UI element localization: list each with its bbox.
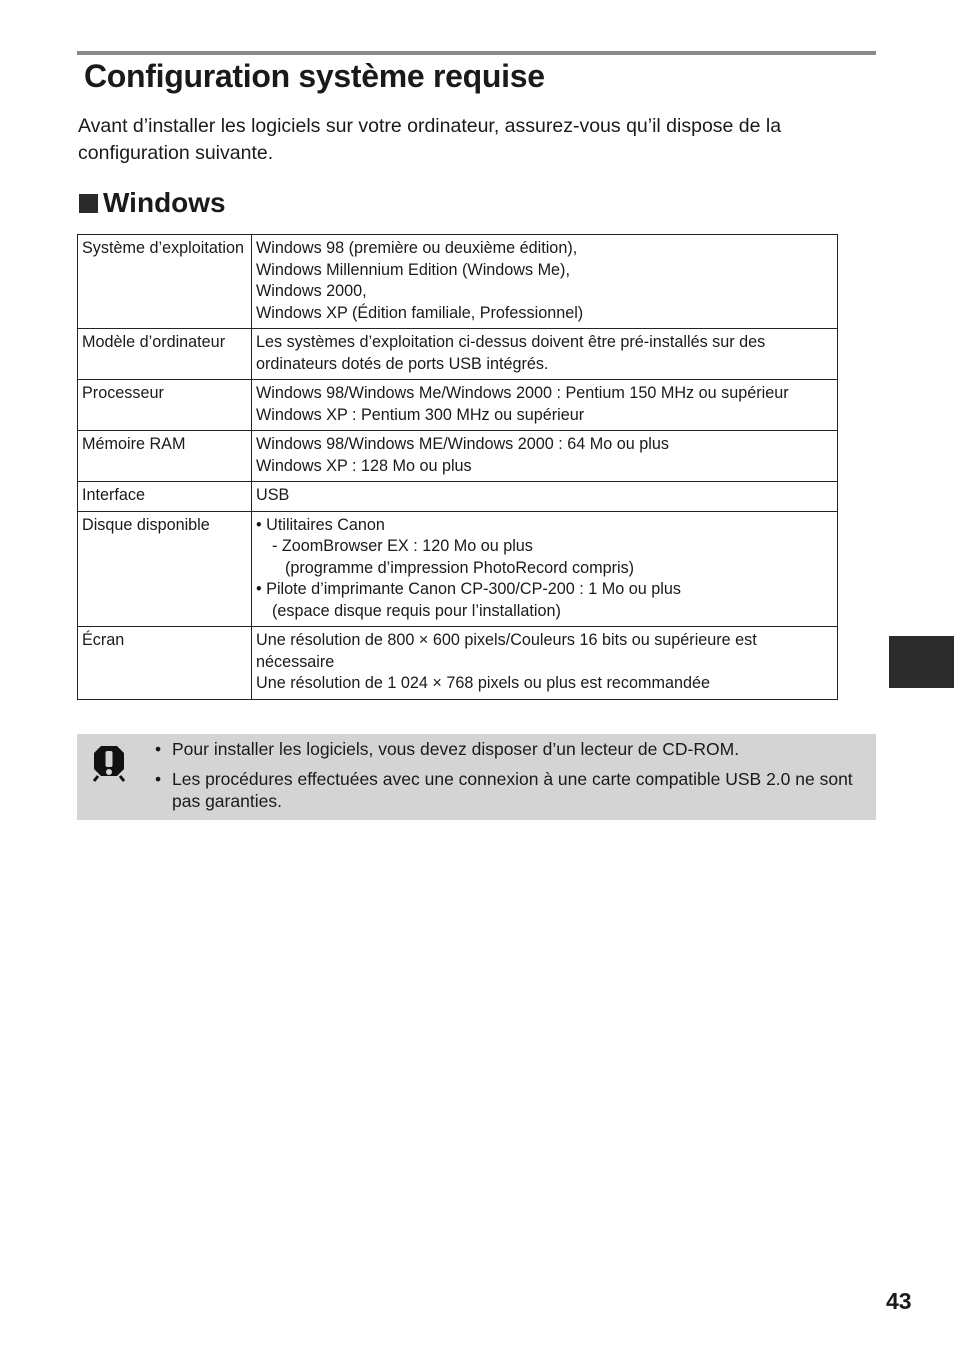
row-label: Disque disponible xyxy=(78,511,252,627)
row-label: Écran xyxy=(78,627,252,700)
value-line: Windows 98 (première ou deuxième édition), xyxy=(256,239,578,257)
chapter-tab-marker xyxy=(889,636,954,688)
caution-icon xyxy=(90,744,128,782)
title-rule xyxy=(77,51,876,55)
row-value xyxy=(252,482,838,512)
section-title: Windows xyxy=(103,187,226,218)
section-heading-windows xyxy=(79,185,226,221)
value-line: Une résolution de 1 024 × 768 pixels ou plus est recommandée xyxy=(256,674,710,692)
row-value xyxy=(252,329,838,380)
value-line: (espace disque requis pour l’installation) xyxy=(272,601,561,620)
row-label: Modèle d’ordinateur xyxy=(78,329,252,380)
value-line: • Pilote d’imprimante Canon CP-300/CP-200 : 1 Mo ou plus xyxy=(256,580,681,598)
value-line: - ZoomBrowser EX : 120 Mo ou plus xyxy=(272,537,533,555)
row-label: Interface xyxy=(78,482,252,512)
page-title: Configuration système requise xyxy=(84,58,545,94)
value-line: Windows Millennium Edition (Windows Me), xyxy=(256,260,570,279)
value-line: Windows 2000, xyxy=(256,282,367,300)
value-line: Les systèmes d’exploitation ci-dessus doivent être pré-installés sur des ordinateurs dotés de ports USB intégrés. xyxy=(256,333,766,373)
table-row xyxy=(78,627,838,700)
row-value xyxy=(252,235,838,329)
table-row xyxy=(78,235,838,329)
row-value xyxy=(252,511,838,627)
requirements-table xyxy=(77,234,838,700)
value-line: Windows XP (Édition familiale, Professionnel) xyxy=(256,303,584,322)
value-line: (programme d’impression PhotoRecord compris) xyxy=(285,558,635,577)
caution-note xyxy=(77,734,876,820)
table-row xyxy=(78,482,838,512)
value-line: Windows 98/Windows ME/Windows 2000 : 64 Mo ou plus xyxy=(256,435,669,453)
table-row xyxy=(78,329,838,380)
note-item: • Les procédures effectuées avec une connexion à une carte compatible USB 2.0 ne sont pas garanties. xyxy=(155,768,855,812)
value-line: USB xyxy=(256,486,290,504)
row-value xyxy=(252,627,838,700)
page-number: 43 xyxy=(886,1288,912,1314)
table-row xyxy=(78,511,838,627)
intro-paragraph: Avant d’installer les logiciels sur votre ordinateur, assurez-vous qu’il dispose de la configuration suivante. xyxy=(78,115,782,164)
table-row xyxy=(78,380,838,431)
value-line: Windows XP : 128 Mo ou plus xyxy=(256,456,472,475)
row-value xyxy=(252,380,838,431)
row-label: Mémoire RAM xyxy=(78,431,252,482)
value-line: Windows XP : Pentium 300 MHz ou supérieur xyxy=(256,405,585,424)
square-bullet-icon xyxy=(79,194,98,213)
value-line: • Utilitaires Canon xyxy=(256,515,385,534)
table-row xyxy=(78,431,838,482)
row-label: Système d’exploitation xyxy=(78,235,252,329)
row-label: Processeur xyxy=(78,380,252,431)
value-line: Une résolution de 800 × 600 pixels/Couleurs 16 bits ou supérieure est nécessaire xyxy=(256,631,757,671)
value-line: Windows 98/Windows Me/Windows 2000 : Pentium 150 MHz ou supérieur xyxy=(256,384,789,402)
note-list xyxy=(155,738,855,820)
row-value xyxy=(252,431,838,482)
note-item: • Pour installer les logiciels, vous devez disposer d’un lecteur de CD-ROM. xyxy=(155,738,855,760)
